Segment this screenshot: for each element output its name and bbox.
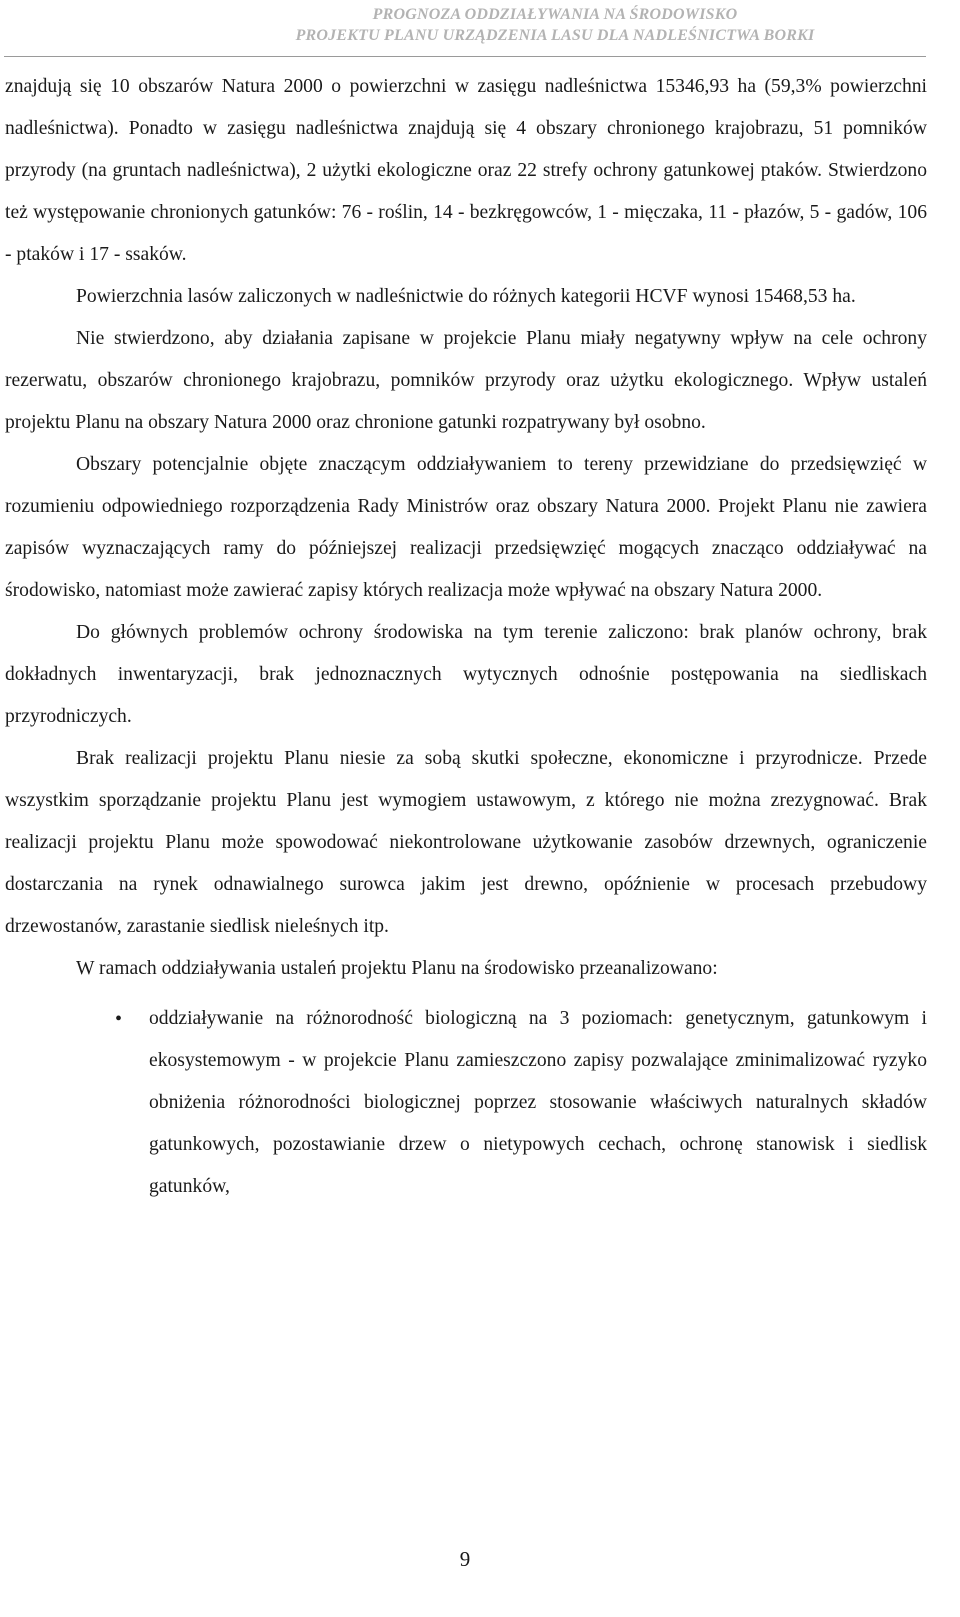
paragraph-continuation: znajdują się 10 obszarów Natura 2000 o powierzchni w zasięgu nadleśnictwa 15346,93 ha (59,3% powierzchni nadleśnictwa). Ponadto w zasięgu nadleśnictwa znajdują się 4 obszary chronionego krajobrazu, 51 pomników przyrody (na gruntach nadleśnictwa), 2 użytki ekologiczne oraz 22 strefy ochrony gatunkowej ptaków. Stwierdzono też występowanie chronionych gatunków: 76 - roślin, 14 - bezkręgowców, 1 - mięczaka, 11 - płazów, 5 - gadów, 106 - ptaków i 17 - ssaków.: [5, 76, 927, 265]
analysis-bullet-list: [5, 998, 927, 1208]
paragraph-hcvf: Powierzchnia lasów zaliczonych w nadleśnictwie do różnych kategorii HCVF wynosi 15468,53 ha.: [76, 286, 856, 307]
bullet-icon: •: [115, 1008, 123, 1030]
paragraph-no-implementation: Brak realizacji projektu Planu niesie za sobą skutki społeczne, ekonomiczne i przyrodnicze. Przede wszystkim sporządzanie projektu Planu jest wymogiem ustawowym, z którego nie można zrezygnować. Brak realizacji projektu Planu może spowodować niekontrolowane użytkowanie zasobów drzewnych, ograniczenie dostarczania na rynek odnawialnego surowca jakim jest drewno, opóźnienie w procesach przebudowy drzewostanów, zarastanie siedlisk nieleśnych itp.: [5, 748, 927, 937]
running-header: [0, 4, 960, 46]
header-divider: [4, 56, 926, 57]
paragraph-no-negative-impact: Nie stwierdzono, aby działania zapisane w projekcie Planu miały negatywny wpływ na cele ochrony rezerwatu, obszarów chronionego krajobrazu, pomników przyrody oraz użytku ekologicznego. Wpływ ustaleń projektu Planu na obszary Natura 2000 oraz chronione gatunki rozpatrywany był osobno.: [5, 328, 927, 433]
header-line-2: PROJEKTU PLANU URZĄDZENIA LASU DLA NADLEŚNICTWA BORKI: [295, 27, 815, 44]
header-line-1: PROGNOZA ODDZIAŁYWANIA NA ŚRODOWISKO: [372, 6, 738, 23]
paragraph-significant-impact-areas: Obszary potencjalnie objęte znaczącym oddziaływaniem to tereny przewidziane do przedsięwzięć w rozumieniu odpowiedniego rozporządzenia Rady Ministrów oraz obszary Natura 2000. Projekt Planu nie zawiera zapisów wyznaczających ramy do późniejszej realizacji przedsięwzięć mogących znacząco oddziaływać na środowisko, natomiast może zawierać zapisy których realizacja może wpływać na obszary Natura 2000.: [5, 454, 927, 601]
list-item: [115, 998, 927, 1208]
paragraph-main-problems: Do głównych problemów ochrony środowiska na tym terenie zaliczono: brak planów ochrony, brak dokładnych inwentaryzacji, brak jednoznacznych wytycznych odnośnie postępowania na siedliskach przyrodniczych.: [5, 622, 927, 727]
bullet-text: oddziaływanie na różnorodność biologiczną na 3 poziomach: genetycznym, gatunkowym i ekosystemowym - w projekcie Planu zamieszczono zapisy pozwalające zminimalizować ryzyko obniżenia różnorodności biologicznej poprzez stosowanie właściwych naturalnych składów gatunkowych, pozostawianie drzew o nietypowych cechach, ochronę stanowisk i siedlisk gatunków,: [149, 1008, 927, 1197]
document-body: [5, 66, 927, 1208]
page-number: 9: [459, 1547, 471, 1571]
paragraph-analysis-intro: W ramach oddziaływania ustaleń projektu Planu na środowisko przeanalizowano:: [76, 958, 718, 979]
